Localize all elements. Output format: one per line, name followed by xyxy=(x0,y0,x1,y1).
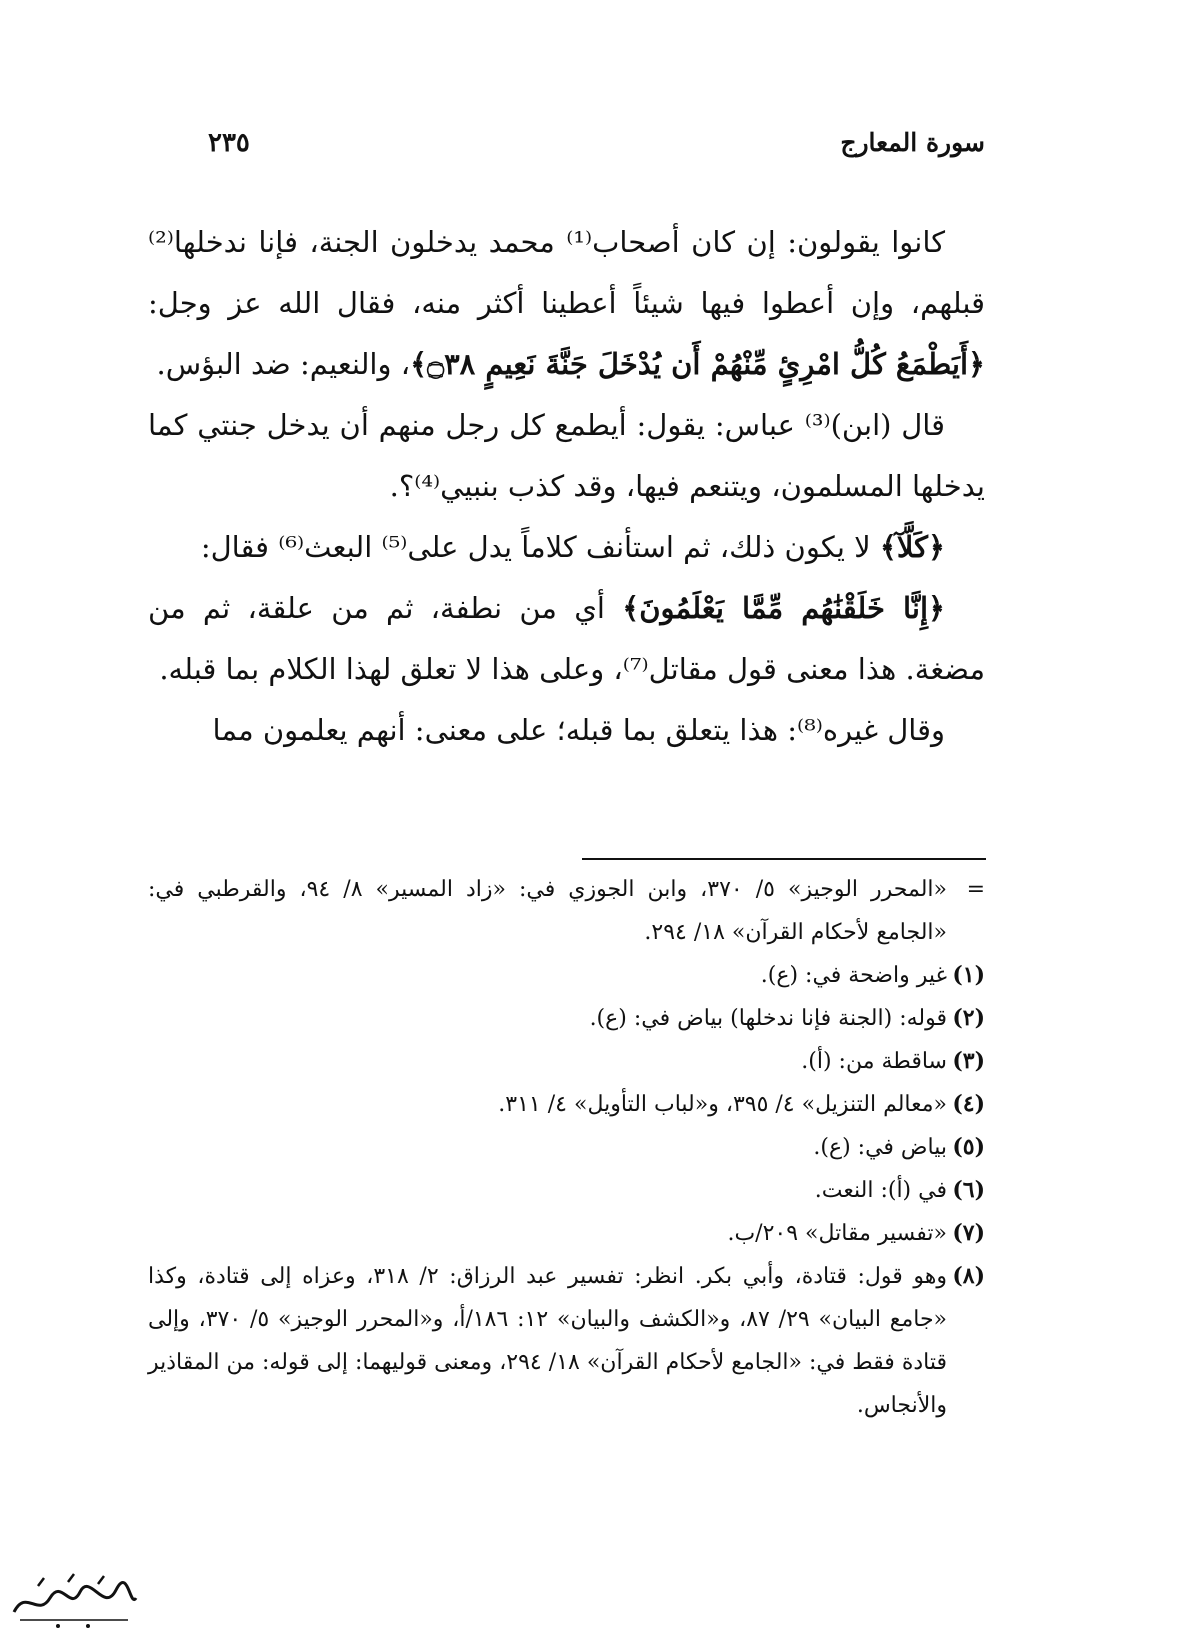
main-text xyxy=(148,212,985,761)
paragraph-4-text: أي من نطفة، ثم من علقة، ثم من مضغة. هذا معنى قول مقاتل⁽⁷⁾، وعلى هذا لا تعلق لهذا الكلام بما قبله. xyxy=(148,591,985,686)
paragraph-1-tail: ، والنعيم: ضد البؤس. xyxy=(156,347,411,381)
quran-verse-38: ﴿أَيَطْمَعُ كُلُّ امْرِئٍ مِّنْهُمْ أَن يُدْخَلَ جَنَّةَ نَعِيمٍ ۝٣٨﴾ xyxy=(410,347,985,381)
footnote-3 xyxy=(148,1040,985,1083)
footnote-text: غير واضحة في: (ع). xyxy=(760,963,947,988)
footnote-number: (٦) xyxy=(952,1177,985,1203)
footnote-6 xyxy=(148,1169,985,1212)
paragraph-2: قال (ابن)⁽³⁾ عباس: يقول: أيطمع كل رجل منهم أن يدخل جنتي كما يدخلها المسلمون، ويتنعم فيها، وقد كذب بنبيي⁽⁴⁾؟. xyxy=(148,408,985,503)
quran-verse-39: ﴿إِنَّا خَلَقْنَٰهُم مِّمَّا يَعْلَمُونَ﴾ xyxy=(622,591,945,625)
footnote-text: وهو قول: قتادة، وأبي بكر. انظر: تفسير عبد الرزاق: ٢/ ٣١٨، وعزاه إلى قتادة، وكذا «جامع البيان» ٢٩/ ٨٧، و«الكشف والبيان» ١٢: ١٨٦/أ، و«المحرر الوجيز» ٥/ ٣٧٠، وإلى قتادة فقط في: «الجامع لأحكام القرآن» ١٨/ ٢٩٤، ومعنى قوليهما: إلى قوله: من المقاذير والأنجاس. xyxy=(148,1264,948,1418)
paragraph-5: وقال غيره⁽⁸⁾: هذا يتعلق بما قبله؛ على معنى: أنهم يعلمون مما xyxy=(212,713,945,747)
footnote-separator xyxy=(582,858,986,860)
footnote-text: بياض في: (ع). xyxy=(813,1135,947,1160)
footnote-number: (٤) xyxy=(952,1091,985,1117)
footnote-number: (٣) xyxy=(952,1048,985,1074)
paragraph-1-text: كانوا يقولون: إن كان أصحاب⁽¹⁾ محمد يدخلون الجنة، فإنا ندخلها⁽²⁾ قبلهم، وإن أعطوا فيها شيئاً أعطينا أكثر منه، فقال الله عز وجل: xyxy=(148,225,985,320)
paragraph-1 xyxy=(148,212,985,395)
page-number: ٢٣٥ xyxy=(208,128,250,158)
footnote-4 xyxy=(148,1083,985,1126)
footnote-number: (٥) xyxy=(952,1134,985,1160)
footnote-5 xyxy=(148,1126,985,1169)
footnote-continuation-text: «المحرر الوجيز» ٥/ ٣٧٠، وابن الجوزي في: «زاد المسير» ٨/ ٩٤، والقرطبي في: «الجامع لأحكام القرآن» ١٨/ ٢٩٤. xyxy=(148,877,947,945)
footnote-continuation xyxy=(148,868,985,954)
footnotes xyxy=(148,868,985,1427)
footnote-text: ساقطة من: (أ). xyxy=(801,1049,947,1074)
footnote-2 xyxy=(148,997,985,1040)
footnote-text: «معالم التنزيل» ٤/ ٣٩٥، و«لباب التأويل» ٤/ ٣١١. xyxy=(498,1092,947,1117)
footnote-number: (٧) xyxy=(952,1220,985,1246)
paragraph-4 xyxy=(148,578,985,700)
publisher-logo xyxy=(8,1568,140,1634)
footnote-8 xyxy=(148,1255,985,1427)
quran-verse-kalla: ﴿كَلَّآ﴾ xyxy=(879,530,945,564)
footnote-1 xyxy=(148,954,985,997)
surah-title: سورة المعارج xyxy=(840,128,985,157)
footnote-number: (١) xyxy=(952,962,985,988)
continuation-marker: = xyxy=(966,877,985,902)
footnote-text: «تفسير مقاتل» ٢٠٩/ب. xyxy=(727,1221,947,1246)
footnote-text: في (أ): النعت. xyxy=(814,1178,947,1203)
footnote-number: (٨) xyxy=(952,1263,985,1289)
page-header xyxy=(180,128,985,172)
footnote-7 xyxy=(148,1212,985,1255)
footnote-text: قوله: (الجنة فإنا ندخلها) بياض في: (ع). xyxy=(589,1006,947,1031)
paragraph-3-text: لا يكون ذلك، ثم استأنف كلاماً يدل على⁽⁵⁾ البعث⁽⁶⁾ فقال: xyxy=(200,530,880,564)
paragraph-3 xyxy=(148,517,985,578)
footnote-number: (٢) xyxy=(952,1005,985,1031)
